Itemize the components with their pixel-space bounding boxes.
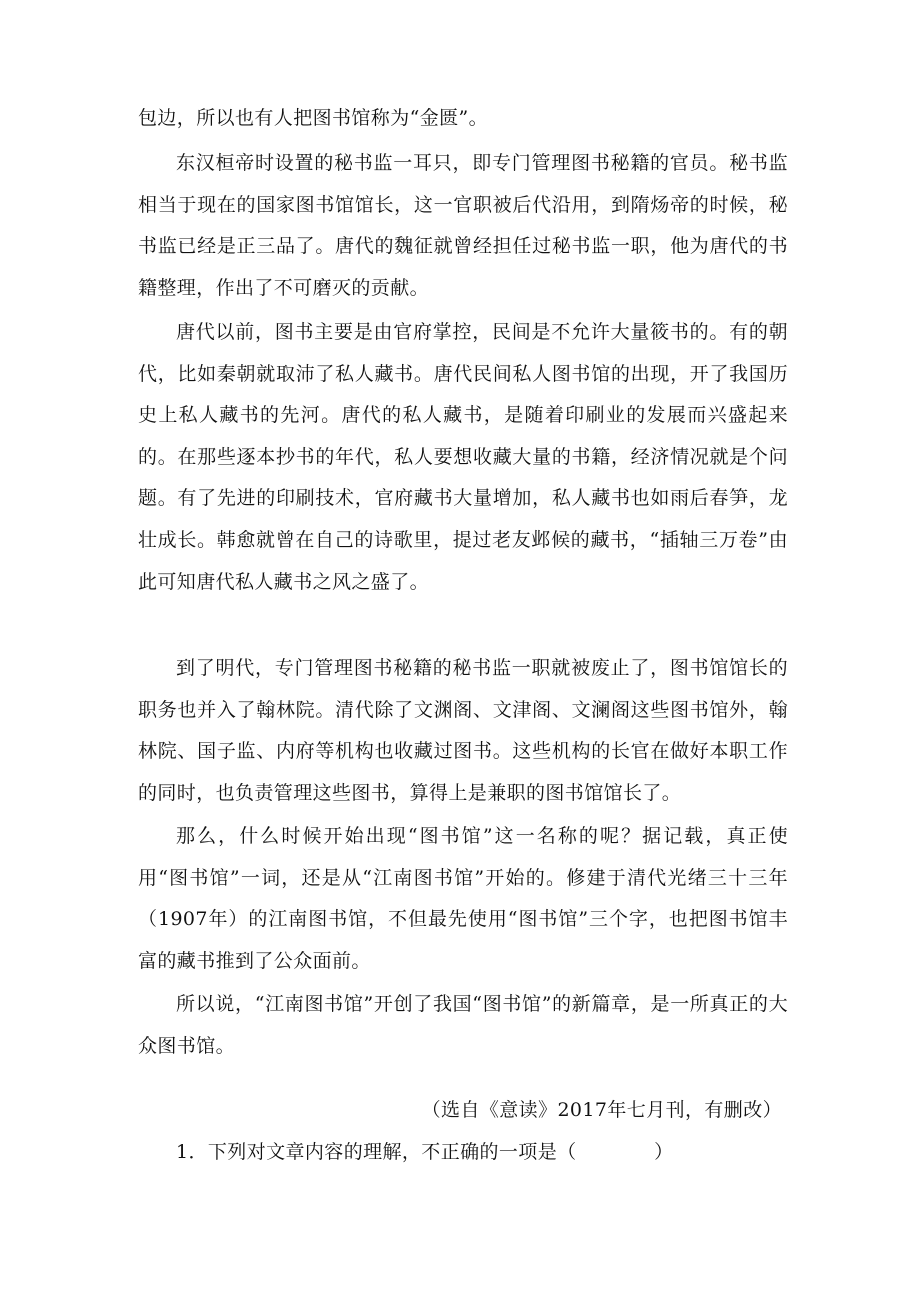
paragraph-secretary-supervisor: 东汉桓帝时设置的秘书监一耳只，即专门管理图书秘籍的官员。秘书监相当于现在的国家图书馆馆长，这一官职被后代沿用，到隋炀帝的时候，秘书监已经是正三品了。唐代的魏征就曾经担任过秘书监一职，他为唐代的书籍整理，作出了不可磨灭的贡献。 [138,152,788,299]
paragraph-jiangnan-library: 那么，什么时候开始出现“图书馆”这一名称的呢？据记载，真正使用“图书馆”一词，还是从“江南图书馆”开始的。修建于清代光绪三十三年（1907年）的江南图书馆，不但最先使用“图书馆”三个字，也把图书馆丰富的藏书推到了公众面前。 [138,825,788,972]
paragraph-ming-qing: 到了明代，专门管理图书秘籍的秘书监一职就被废止了，图书馆馆长的职务也并入了翰林院。清代除了文渊阁、文津阁、文澜阁这些图书馆外，翰林院、国子监、内府等机构也收藏过图书。这些机构的长官在做好本职工作的同时，也负责管理这些图书，算得上是兼职的图书馆馆长了。 [138,657,788,804]
paragraph-tang-private-collections: 唐代以前，图书主要是由官府掌控，民间是不允许大量筱书的。有的朝代，比如秦朝就取沛了私人藏书。唐代民间私人图书馆的出现，开了我国历史上私人藏书的先河。唐代的私人藏书，是随着印刷业的发展而兴盛起来的。在那些逐本抄书的年代，私人要想收藏大量的书籍，经济情况就是个问题。有了先进的印刷技术，官府藏书大量增加，私人藏书也如雨后春笋，龙壮成长。韩愈就曾在自己的诗歌里，提过老友邺候的藏书，“插轴三万卷”由此可知唐代私人藏书之风之盛了。 [138,321,788,593]
paragraph-1-continuation: 包边，所以也有人把图书馆称为“金匮”。 [138,107,489,129]
paragraph-conclusion: 所以说，“江南图书馆”开创了我国“图书馆”的新篇章，是一所真正的大众图书馆。 [138,993,788,1057]
question-1: 1．下列对文章内容的理解，不正确的一项是（ ） [176,1141,674,1163]
source-citation: （选自《意读》2017年七月刊，有删改） [421,1099,782,1121]
